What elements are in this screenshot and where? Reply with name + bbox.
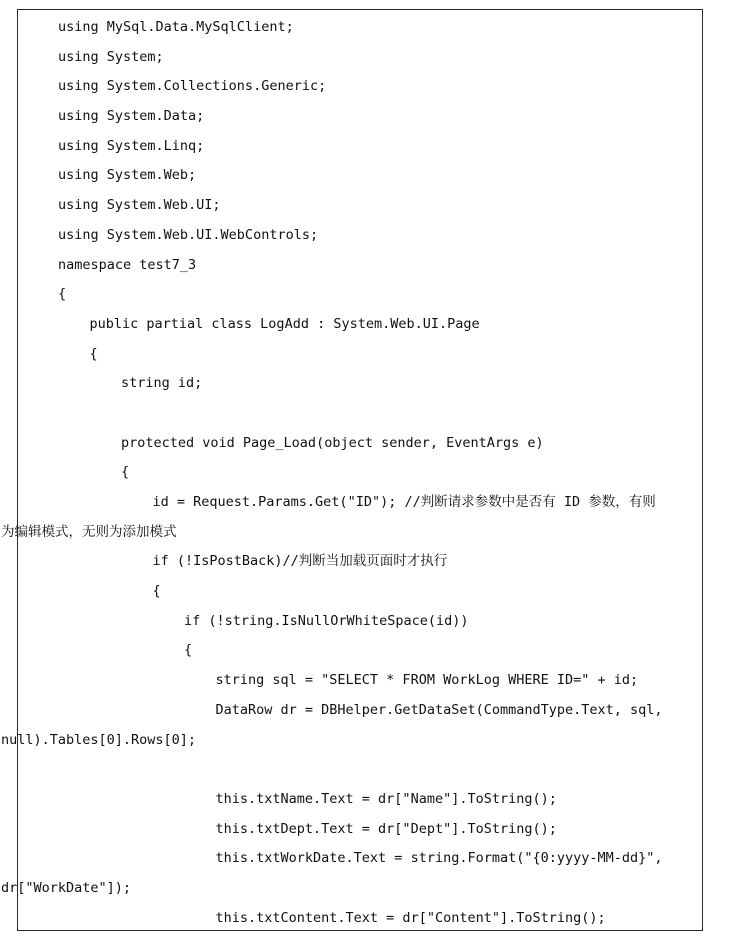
code-line: { [89, 345, 98, 362]
code-line: using System.Web.UI.WebControls; [58, 226, 319, 243]
code-line: namespace test7_3 [58, 256, 197, 273]
code-line: protected void Page_Load(object sender, EventArgs e) [121, 434, 544, 451]
code-blank-line [18, 755, 702, 785]
code-listing [1, 13, 702, 933]
code-line: this.txtContent.Text = dr["Content"].ToString(); [215, 909, 606, 926]
code-listing-frame [1, 9, 703, 931]
code-line: using System.Collections.Generic; [58, 78, 327, 95]
code-line: this.txtWorkDate.Text = string.Format("{0:yyyy-MM-dd}", [215, 850, 663, 867]
code-line: using MySql.Data.MySqlClient; [58, 19, 294, 35]
code-line: using System; [58, 48, 164, 65]
code-line: DataRow dr = DBHelper.GetDataSet(CommandType.Text, sql, [215, 701, 663, 718]
code-line: id = Request.Params.Get("ID"); //判断请求参数中是否有 ID 参数，有则 [152, 494, 656, 510]
code-line: string id; [121, 375, 203, 392]
code-line: dr["WorkDate"]); [1, 879, 132, 896]
code-line: using System.Data; [58, 108, 205, 125]
code-line: using System.Linq; [58, 137, 205, 154]
code-line: using System.Web; [58, 167, 197, 184]
code-line: { [121, 464, 130, 481]
code-line: if (!IsPostBack)//判断当加载页面时才执行 [152, 553, 448, 570]
code-line: { [58, 286, 67, 303]
code-line: null).Tables[0].Rows[0]; [1, 731, 197, 748]
code-blank-line [18, 399, 702, 429]
code-line: if (!string.IsNullOrWhiteSpace(id)) [184, 612, 469, 629]
code-line: string sql = "SELECT * FROM WorkLog WHERE ID=" + id; [215, 672, 639, 689]
code-line: using System.Web.UI; [58, 197, 221, 214]
code-line: public partial class LogAdd : System.Web.UI.Page [89, 315, 480, 332]
code-line: 为编辑模式，无则为添加模式 [1, 523, 177, 540]
code-line: { [152, 583, 161, 600]
code-line: this.txtName.Text = dr["Name"].ToString(); [215, 790, 557, 807]
code-line: { [184, 642, 193, 659]
code-line: this.txtDept.Text = dr["Dept"].ToString(); [215, 820, 557, 837]
